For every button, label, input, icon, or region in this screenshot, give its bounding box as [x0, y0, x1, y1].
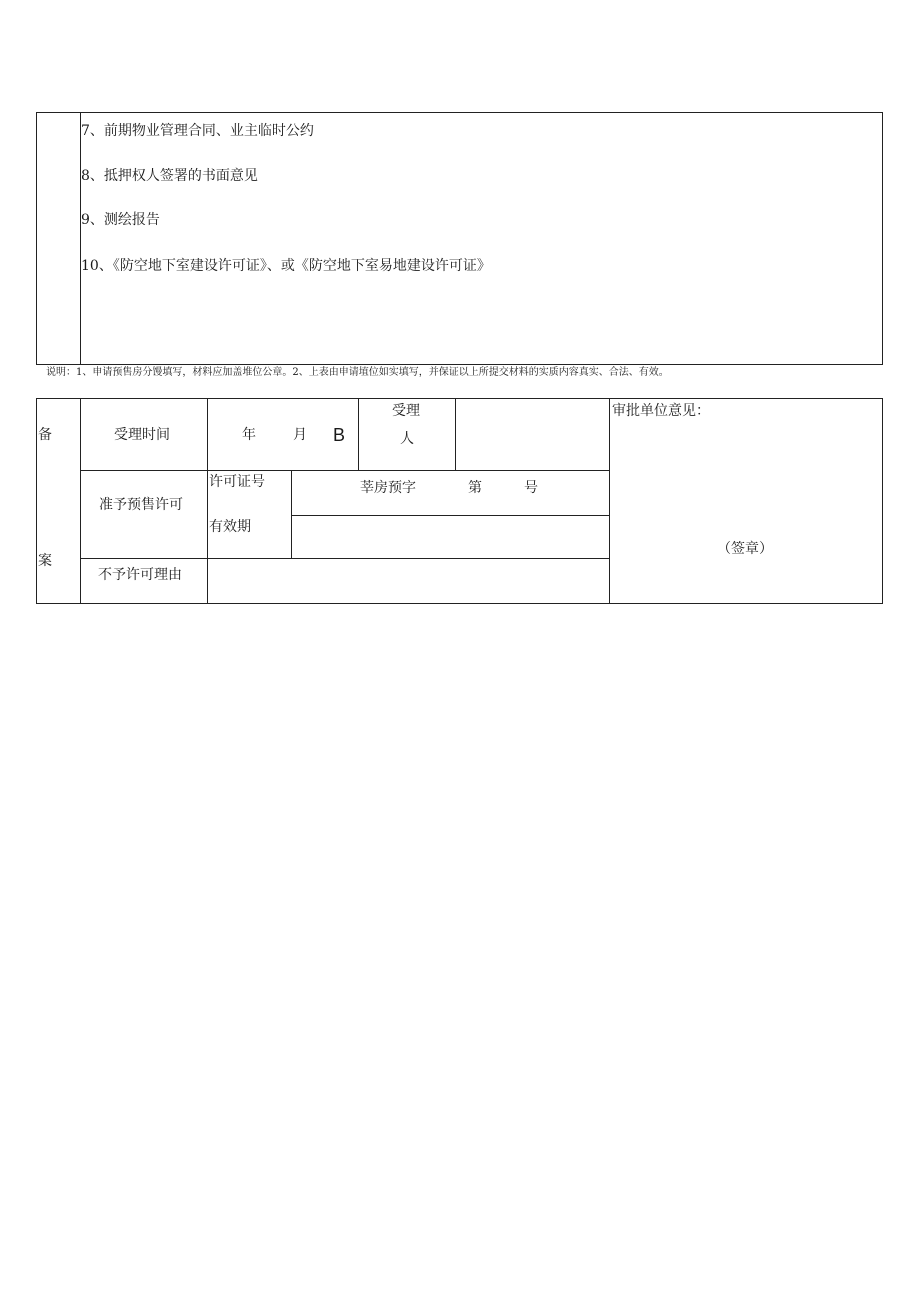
material-item-10: 10、《防空地下室建设许可证》、或《防空地下室易地建设许可证》: [81, 258, 491, 274]
receiver-label-line1: 受理: [392, 403, 420, 419]
permit-hao: 号: [524, 480, 538, 496]
receiver-label-line2: 人: [400, 431, 414, 447]
material-item-9: 9、测绘报告: [81, 212, 160, 228]
record-col-side: [80, 398, 81, 604]
approve-label: 准予预售许可: [99, 497, 183, 513]
permit-no-label: 许可证号: [209, 474, 265, 490]
material-item-8: 8、抵押权人签署的书面意见: [81, 168, 258, 184]
record-col-opinion: [609, 398, 610, 604]
materials-table-divider: [80, 112, 81, 365]
deny-label: 不予许可理由: [98, 567, 182, 583]
accept-time-label: 受理时间: [114, 427, 170, 443]
record-col-receiver-right: [455, 398, 456, 470]
record-row-permit: [291, 515, 609, 516]
validity-label: 有效期: [209, 519, 251, 535]
accept-day-label: B: [333, 425, 346, 445]
record-col-label: [207, 398, 208, 604]
accept-month-label: 月: [293, 427, 307, 443]
approval-opinion-label: 审批单位意见：: [612, 403, 710, 419]
record-row-1: [80, 470, 609, 471]
accept-year-label: 年: [242, 427, 256, 443]
permit-prefix: 莘房预字: [360, 480, 416, 496]
permit-di: 第: [468, 480, 482, 496]
seal-label: （签章）: [717, 541, 773, 557]
material-item-7: 7、前期物业管理合同、业主临时公约: [81, 123, 314, 139]
record-col-receiver-left: [358, 398, 359, 470]
form-note: 说明：1、申请预售房分馒填写，材料应加盖堆位公章。2、上表由申请埴位如实填写，并保证以上所提交材料的实质内容真实、合法、有效。: [46, 367, 669, 378]
materials-table: [36, 112, 883, 365]
record-side-label-top: 备: [38, 427, 52, 443]
record-row-2: [80, 558, 609, 559]
record-side-label-bottom: 案: [38, 553, 52, 569]
